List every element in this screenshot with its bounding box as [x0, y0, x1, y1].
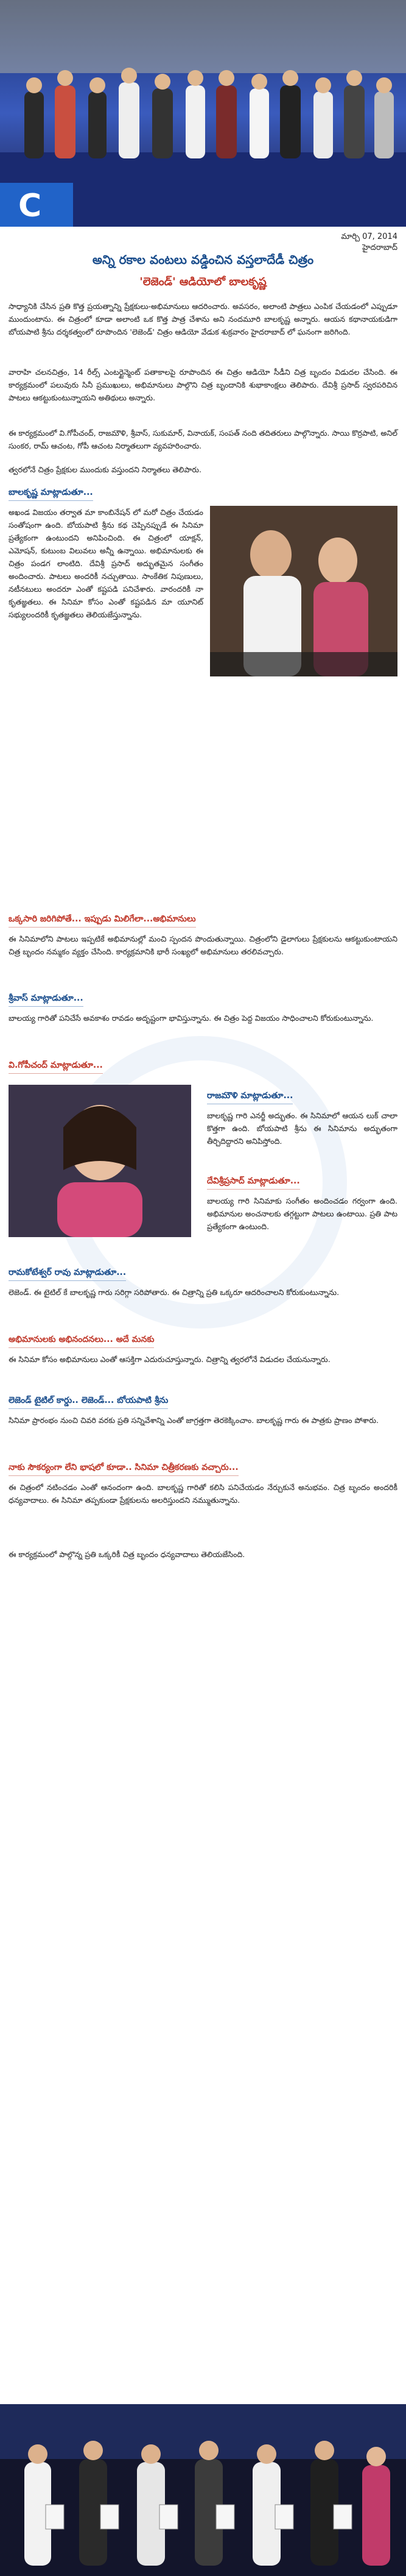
- section-heading-fans: ఒక్కసారి జరిగిపోతే... ఇప్పుడు మిలిగేలా...అభిమానులు: [9, 914, 196, 928]
- section-heading-devisri: దేవిశ్రీప్రసాద్ మాట్లాడుతూ...: [207, 1176, 300, 1190]
- subhead: 'లెజెండ్' ఆడియోలో బాలకృష్ణ: [139, 275, 267, 288]
- stage-photo-bottom: [0, 2404, 406, 2576]
- balakrishna-photo: [210, 506, 397, 676]
- paragraph-4: త్వరలోనే చిత్రం ప్రేక్షకుల ముందుకు వస్తుందని నిర్మాతలు తెలిపారు.: [9, 465, 201, 474]
- headline: అన్ని రకాల వంటలు వడ్డించిన వస్తలాదేడీ చిత్రం: [92, 252, 314, 267]
- section-heading-rajamouli: రాజమౌళి మాట్లాడుతూ...: [207, 1091, 293, 1104]
- article-place: హైదరాబాద్: [362, 243, 397, 252]
- channel-logo-text: C: [18, 188, 42, 224]
- article-date: మార్చి 07, 2014: [341, 232, 397, 241]
- section-heading-ramakoteswar: రామకోటేశ్వర్ రావు మాట్లాడుతూ...: [9, 1268, 126, 1281]
- section-heading-actress: నాకు సౌకర్యంగా లేని భాషలో కూడా.. సినిమా చిత్రీకరణకు వచ్చారు...: [9, 1463, 239, 1476]
- section-heading-fans-congrats: అభిమానులకు అభినందనలు... అదే మనకు: [9, 1335, 154, 1348]
- section-heading-gopichand: వి.గోపీచంద్ మాట్లాడుతూ...: [9, 1060, 103, 1074]
- intro-paragraph: సాధ్యానికి చేసిన ప్రతి కొత్త ప్రయత్నాన్ని ప్రేక్షకులు-అభిమానులు ఆదరించారు. అవసరం, అలాంటి పాత్రలు ఎంపిక చేయడంలో ఎప్పుడూ ముందుంటాను. ఈ చిత్రంలో కూడా అలాంటి ఒక కొత్త పాత్ర చేశాను అని నందమూరి బాలకృష్ణ అన్నారు. ఆయన కథానాయకుడిగా బోయపాటి శ్రీను దర్శకత్వంలో రూపొందిన 'లెజెండ్' చిత్రం ఆడియో వేడుక శుక్రవారం హైదరాబాద్ లో ఘనంగా జరిగింది.: [9, 302, 397, 336]
- paragraph-3: ఈ కార్యక్రమంలో వి.గోపీచంద్, రాజమౌళి, శ్రీవాస్, సుకుమార్, వినాయక్, సంపత్ నంది తదితరులు పాల్గొన్నారు. సాయి కొర్రపాటి, అనిల్ సుంకర, రామ్ ఆచంట, గోపీ ఆచంట నిర్మాతలుగా వ్యవహరించారు.: [9, 428, 397, 450]
- closing-paragraph: ఈ కార్యక్రమంలో పాల్గొన్న ప్రతి ఒక్కరికీ చిత్ర బృందం ధన్యవాదాలు తెలియజేసింది.: [9, 1550, 245, 1559]
- section-text-fans: ఈ సినిమాలోని పాటలు ఇప్పటికే అభిమానుల్లో మంచి స్పందన పొందుతున్నాయి. చిత్రంలోని డైలాగులు ప్రేక్షకులను ఆకట్టుకుంటాయని చిత్ర బృందం నమ్మకం వ్యక్తం చేసింది. కార్యక్రమానికి భారీ సంఖ్యలో అభిమానులు తరలివచ్చారు.: [9, 934, 397, 956]
- section-text-balakrishna: అఖండ విజయం తర్వాత మా కాంబినేషన్ లో మరో చిత్రం చేయడం సంతోషంగా ఉంది. బోయపాటి శ్రీను కథ చెప్పినప్పుడే ఈ సినిమా ప్రత్యేకంగా ఉంటుందని అనిపించింది. ఈ చిత్రంలో యాక్షన్, ఎమోషన్, కుటుంబ విలువలు అన్నీ ఉన్నాయి. అభిమానులకు ఈ చిత్రం పండగ లాంటిది. దేవిశ్రీ ప్రసాద్ అద్భుతమైన సంగీతం అందించారు. పాటలు అందరికీ నచ్చుతాయి. సాంకేతిక నిపుణులు, నటీనటులు అందరూ ఎంతో కష్టపడి పనిచేశారు. వారందరికీ నా కృతజ్ఞతలు. ఈ సినిమా కోసం ఎంతో కష్టపడిన మా యూనిట్ సభ్యులందరికీ కృతజ్ఞతలు తెలియజేస్తున్నాను.: [9, 508, 203, 619]
- dateline: [341, 232, 397, 254]
- section-text-actress: ఈ చిత్రంలో నటించడం ఎంతో ఆనందంగా ఉంది. బాలకృష్ణ గారితో కలిసి పనిచేయడం నేర్చుకునే అనుభవం. చిత్ర బృందం అందరికీ ధన్యవాదాలు. ఈ సినిమా తప్పకుండా ప్రేక్షకులను అలరిస్తుందని నమ్ముతున్నాను.: [9, 1483, 397, 1505]
- section-text-ramakoteswar: లెజెండ్. ఈ టైటిల్ కే బాలకృష్ణ గారు సరిగ్గా సరిపోతారు. ఈ చిత్రాన్ని ప్రతి ఒక్కరూ ఆదరించాలని కోరుకుంటున్నాను.: [9, 1288, 340, 1297]
- section-text-rajamouli: బాలకృష్ణ గారి ఎనర్జీ అద్భుతం. ఈ సినిమాలో ఆయన లుక్ చాలా కొత్తగా ఉంది. బోయపాటి శ్రీను ఈ సినిమాను అద్భుతంగా తీర్చిదిద్దారని అనిపిస్తోంది.: [207, 1111, 397, 1146]
- actress-photo: [9, 1085, 191, 1237]
- section-text-boyapati: సినిమా ప్రారంభం నుంచి చివరి వరకు ప్రతి సన్నివేశాన్ని ఎంతో జాగ్రత్తగా తెరకెక్కించాం. బాలకృష్ణ గారు ఈ పాత్రకు ప్రాణం పోశారు.: [9, 1416, 379, 1425]
- stage-photo-top: [0, 0, 406, 227]
- section-text-srivas: బాలయ్య గారితో పనిచేసే అవకాశం రావడం అదృష్టంగా భావిస్తున్నాను. ఈ చిత్రం పెద్ద విజయం సాధించాలని కోరుకుంటున్నాను.: [9, 1013, 374, 1023]
- section-heading-balakrishna: బాలకృష్ణ మాట్లాడుతూ...: [9, 488, 93, 501]
- section-heading-boyapati: లెజెండ్ టైటిల్ కార్డు.. లెజెండ్... బోయపాటి శ్రీను: [9, 1396, 168, 1409]
- section-text-devisri: బాలయ్య గారి సినిమాకు సంగీతం అందించడం గర్వంగా ఉంది. అభిమానుల అంచనాలకు తగ్గట్టుగా పాటలు ఉంటాయి. ప్రతి పాట ప్రత్యేకంగా ఉంటుంది.: [207, 1196, 397, 1231]
- section-heading-srivas: శ్రీవాస్ మాట్లాడుతూ...: [9, 993, 83, 1007]
- paragraph-2: వారాహి చలనచిత్రం, 14 రీల్స్ ఎంటర్టైన్మెంట్ పతాకాలపై రూపొందిన ఈ చిత్రం ఆడియో సీడీని చిత్ర బృందం విడుదల చేసింది. ఈ కార్యక్రమంలో పలువురు సినీ ప్రముఖులు, అభిమానులు పాల్గొని చిత్ర బృందానికి శుభాకాంక్షలు తెలిపారు. దేవిశ్రీ ప్రసాద్ స్వరపరిచిన పాటలు ఆకట్టుకుంటున్నాయని అతిథులు అన్నారు.: [9, 367, 397, 402]
- section-text-fans-congrats: ఈ సినిమా కోసం అభిమానులు ఎంతో ఆసక్తిగా ఎదురుచూస్తున్నారు. చిత్రాన్ని త్వరలోనే విడుదల చేయనున్నారు.: [9, 1355, 331, 1364]
